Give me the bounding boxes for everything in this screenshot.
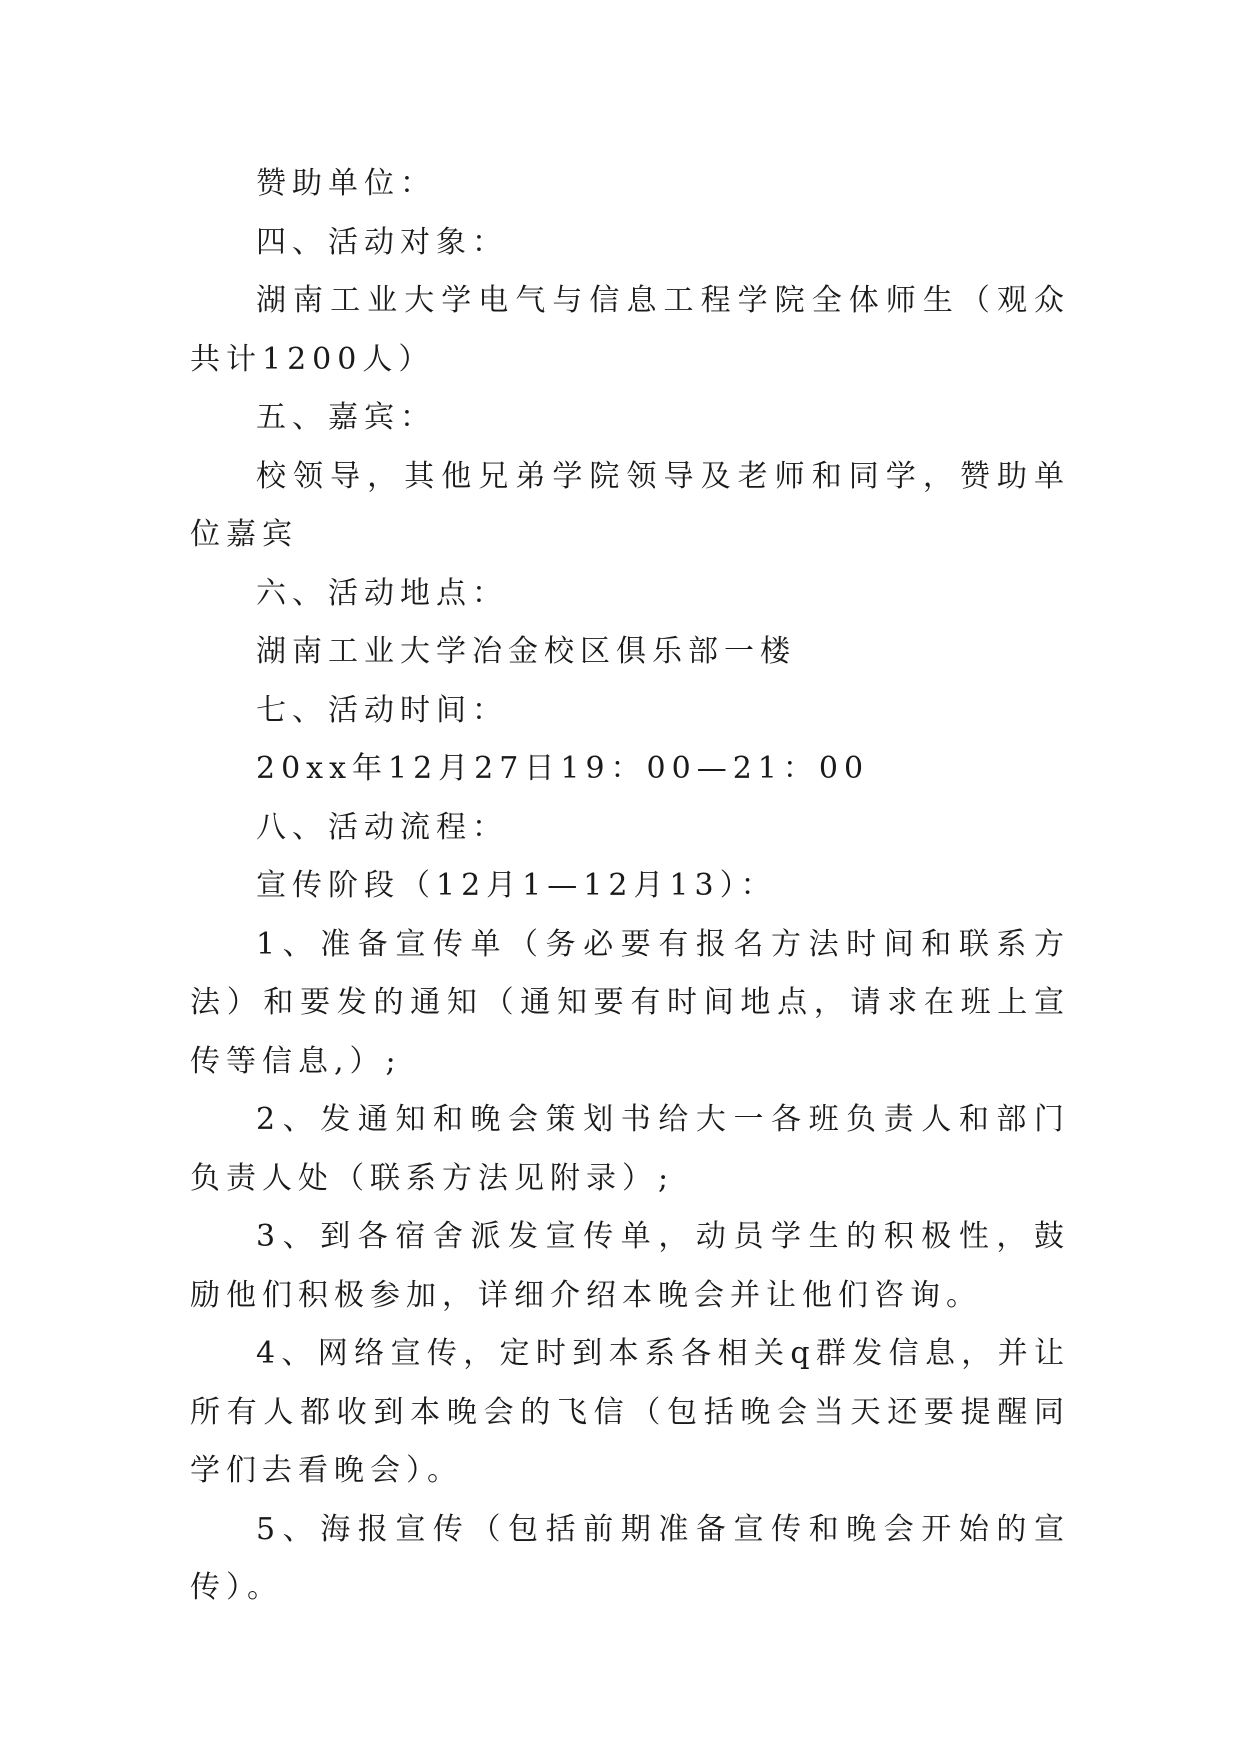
paragraph-audience: 湖南工业大学电气与信息工程学院全体师生（观众共计1200人）: [190, 283, 1070, 377]
heading-location: 六、活动地点：: [256, 575, 508, 611]
heading-time: 七、活动时间：: [256, 692, 508, 728]
list-item-3: 3、到各宿舍派发宣传单，动员学生的积极性，鼓励他们积极参加，详细介绍本晚会并让他们咨询。: [190, 1219, 1070, 1313]
heading-audience: 四、活动对象：: [256, 224, 508, 260]
paragraph-sponsor-label: 赞助单位：: [256, 166, 436, 201]
paragraph-time: 20xx年12月27日19：00—21：00: [256, 751, 870, 786]
list-item-5: 5、海报宣传（包括前期准备宣传和晚会开始的宣传）。: [190, 1511, 1070, 1605]
list-item-4: 4、网络宣传，定时到本系各相关q群发信息，并让所有人都收到本晚会的飞信（包括晚会当天还要提醒同学们去看晚会）。: [190, 1336, 1070, 1488]
document-body: [190, 155, 1070, 1618]
heading-guests: 五、嘉宾：: [256, 400, 436, 435]
list-item-2: 2、发通知和晚会策划书给大一各班负责人和部门负责人处（联系方法见附录）;: [190, 1102, 1070, 1196]
paragraph-promo-stage: 宣传阶段（12月1—12月13）：: [256, 868, 777, 903]
heading-process: 八、活动流程：: [256, 809, 508, 845]
paragraph-guests: 校领导，其他兄弟学院领导及老师和同学，赞助单位嘉宾: [190, 458, 1070, 552]
list-item-1: 1、准备宣传单（务必要有报名方法时间和联系方法）和要发的通知（通知要有时间地点，请求在班上宣传等信息,）;: [190, 926, 1070, 1079]
paragraph-location: 湖南工业大学冶金校区俱乐部一楼: [256, 634, 796, 669]
